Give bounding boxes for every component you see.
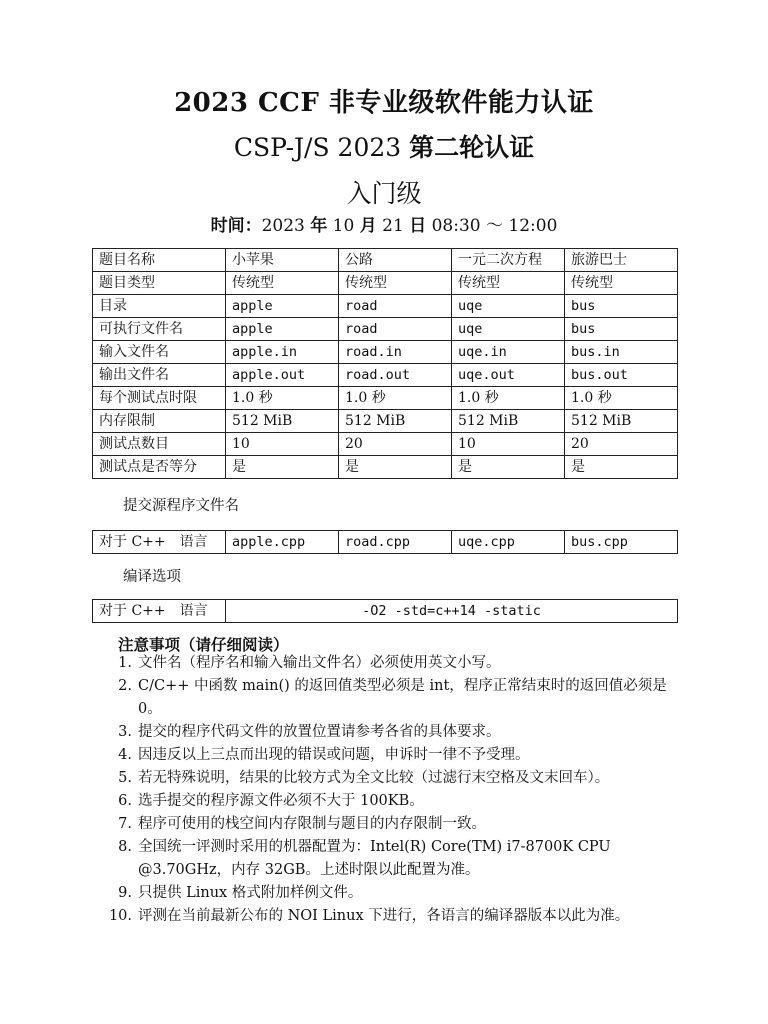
list-item-text: 评测在当前最新公布的 NOI Linux 下进行，各语言的编译器版本以此为准。 xyxy=(138,908,630,924)
table-cell: apple xyxy=(226,318,339,341)
table-cell: 512 MiB xyxy=(226,410,339,433)
list-item xyxy=(108,836,693,882)
compile-options-table xyxy=(92,599,678,623)
row-label: 题目名称 xyxy=(93,249,226,272)
time-month-unit: 月 xyxy=(359,216,377,236)
row-label: 每个测试点时限 xyxy=(93,387,226,410)
list-item xyxy=(108,652,693,675)
list-item-number: 5. xyxy=(118,770,132,786)
table-cell: road.cpp xyxy=(339,531,452,554)
table-cell: 512 MiB xyxy=(452,410,565,433)
table-cell: 1.0 秒 xyxy=(339,387,452,410)
subtitle-round: 第二轮认证 xyxy=(409,133,535,162)
list-item-text: 全国统一评测时采用的机器配置为：Intel(R) Core(TM) i7-8700K CPU @3.70GHz，内存 32GB。上述时限以此配置为准。 xyxy=(138,839,611,878)
time-day-unit: 日 xyxy=(409,216,427,236)
table-cell: road xyxy=(339,295,452,318)
list-item xyxy=(108,767,693,790)
table-row xyxy=(93,272,678,295)
table-row xyxy=(93,531,678,554)
table-cell: apple xyxy=(226,295,339,318)
table-cell: 传统型 xyxy=(226,272,339,295)
row-label: 输入文件名 xyxy=(93,341,226,364)
subtitle-prefix: CSP-J/S 2023 xyxy=(233,133,410,162)
table-cell: road.out xyxy=(339,364,452,387)
table-cell: 是 xyxy=(565,456,678,479)
table-row xyxy=(93,387,678,410)
problem-info-table xyxy=(92,248,678,479)
table-cell: 1.0 秒 xyxy=(565,387,678,410)
table-cell: 是 xyxy=(339,456,452,479)
list-item-text: 选手提交的程序源文件必须不大于 100KB。 xyxy=(138,793,424,809)
table-cell: 传统型 xyxy=(565,272,678,295)
list-item-text: 文件名（程序名和输入输出文件名）必须使用英文小写。 xyxy=(138,655,501,671)
list-item-text: 因违反以上三点而出现的错误或问题，申诉时一律不予受理。 xyxy=(138,747,530,763)
list-item-number: 4. xyxy=(118,747,132,763)
table-cell: bus.cpp xyxy=(565,531,678,554)
table-cell: 是 xyxy=(452,456,565,479)
table-cell: apple.cpp xyxy=(226,531,339,554)
list-item xyxy=(108,813,693,836)
table-cell: 512 MiB xyxy=(565,410,678,433)
source-files-table xyxy=(92,530,678,554)
table-cell: uqe xyxy=(452,318,565,341)
row-label: 题目类型 xyxy=(93,272,226,295)
row-label: 内存限制 xyxy=(93,410,226,433)
list-item-text: 程序可使用的栈空间内存限制与题目的内存限制一致。 xyxy=(138,816,486,832)
list-item-number: 8. xyxy=(118,839,132,855)
table-cell: 1.0 秒 xyxy=(226,387,339,410)
row-label: 对于 C++ 语言 xyxy=(93,531,226,554)
list-item xyxy=(108,790,693,813)
time-label: 时间： xyxy=(210,216,262,236)
time-range: 08:30 ～ 12:00 xyxy=(426,216,558,236)
time-year: 2023 xyxy=(261,216,311,236)
table-cell: road.in xyxy=(339,341,452,364)
list-item-number: 7. xyxy=(118,816,132,832)
table-cell: 传统型 xyxy=(452,272,565,295)
notes-list xyxy=(108,652,693,928)
list-item-text: 提交的程序代码文件的放置位置请参考各省的具体要求。 xyxy=(138,724,501,740)
exam-time xyxy=(0,211,768,236)
table-cell: bus xyxy=(565,295,678,318)
table-cell: 20 xyxy=(339,433,452,456)
time-day: 21 xyxy=(376,216,410,236)
row-label: 输出文件名 xyxy=(93,364,226,387)
row-label: 测试点是否等分 xyxy=(93,456,226,479)
document-title: 2023 CCF 非专业级软件能力认证 xyxy=(174,88,594,118)
table-cell: 512 MiB xyxy=(339,410,452,433)
table-cell: uqe.in xyxy=(452,341,565,364)
table-row xyxy=(93,318,678,341)
list-item-text: C/C++ 中函数 main() 的返回值类型必须是 int，程序正常结束时的返回值必须是 0。 xyxy=(138,678,667,717)
document-subtitle xyxy=(0,128,768,164)
list-item-text: 若无特殊说明，结果的比较方式为全文比较（过滤行末空格及文末回车）。 xyxy=(138,770,610,786)
compile-options-label: 编译选项 xyxy=(123,569,181,585)
table-cell: road xyxy=(339,318,452,341)
list-item xyxy=(108,744,693,767)
table-cell: 旅游巴士 xyxy=(565,249,678,272)
table-cell: bus.out xyxy=(565,364,678,387)
list-item-number: 9. xyxy=(118,885,132,901)
list-item xyxy=(108,675,693,721)
table-cell: 20 xyxy=(565,433,678,456)
table-cell: 10 xyxy=(452,433,565,456)
list-item-number: 1. xyxy=(118,655,132,671)
table-cell: 公路 xyxy=(339,249,452,272)
table-cell: 一元二次方程 xyxy=(452,249,565,272)
table-cell: 10 xyxy=(226,433,339,456)
list-item xyxy=(108,721,693,744)
list-item-text: 只提供 Linux 格式附加样例文件。 xyxy=(138,885,363,901)
notes-title: 注意事项（请仔细阅读） xyxy=(118,635,289,654)
table-cell: 传统型 xyxy=(339,272,452,295)
row-label: 测试点数目 xyxy=(93,433,226,456)
table-cell: uqe.out xyxy=(452,364,565,387)
level-heading: 入门级 xyxy=(346,179,422,208)
source-files-label: 提交源程序文件名 xyxy=(123,498,239,514)
table-cell: 1.0 秒 xyxy=(452,387,565,410)
table-cell: bus xyxy=(565,318,678,341)
time-year-unit: 年 xyxy=(310,216,328,236)
table-row xyxy=(93,249,678,272)
table-cell: apple.out xyxy=(226,364,339,387)
table-row xyxy=(93,341,678,364)
compile-option-value: -O2 -std=c++14 -static xyxy=(226,600,678,623)
table-cell: 是 xyxy=(226,456,339,479)
table-row xyxy=(93,295,678,318)
list-item-number: 2. xyxy=(118,678,132,694)
time-month: 10 xyxy=(327,216,360,236)
table-cell: 小苹果 xyxy=(226,249,339,272)
table-row xyxy=(93,364,678,387)
table-row xyxy=(93,433,678,456)
list-item-number: 6. xyxy=(118,793,132,809)
list-item-number: 10. xyxy=(108,908,132,924)
list-item-number: 3. xyxy=(118,724,132,740)
list-item xyxy=(108,905,693,928)
table-row xyxy=(93,410,678,433)
row-label: 可执行文件名 xyxy=(93,318,226,341)
row-label: 目录 xyxy=(93,295,226,318)
table-row xyxy=(93,600,678,623)
row-label: 对于 C++ 语言 xyxy=(93,600,226,623)
table-cell: bus.in xyxy=(565,341,678,364)
table-cell: uqe xyxy=(452,295,565,318)
table-cell: apple.in xyxy=(226,341,339,364)
table-row xyxy=(93,456,678,479)
list-item xyxy=(108,882,693,905)
table-cell: uqe.cpp xyxy=(452,531,565,554)
